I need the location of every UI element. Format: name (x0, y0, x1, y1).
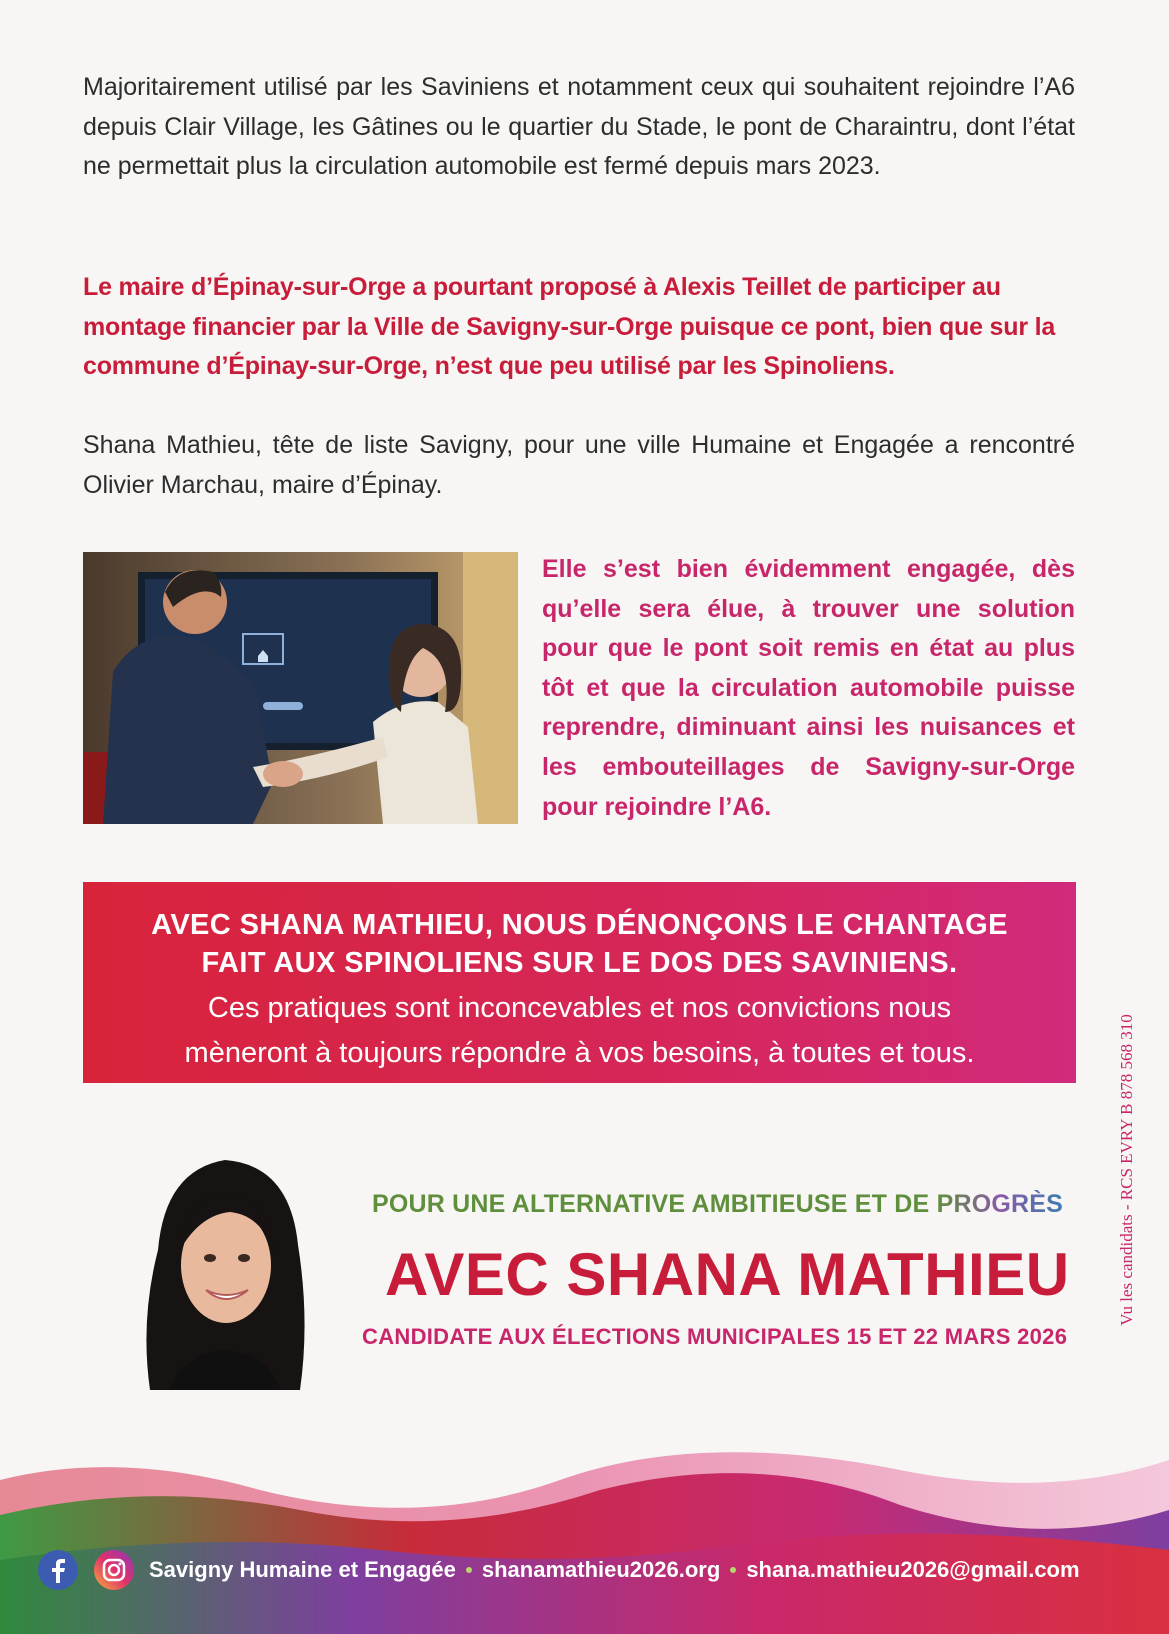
campaign-tagline-end: PROGRÈS (936, 1190, 1064, 1218)
footer-email-link[interactable]: shana.mathieu2026@gmail.com (746, 1557, 1080, 1582)
facebook-icon[interactable] (37, 1549, 79, 1591)
footer-page-name[interactable]: Savigny Humaine et Engagée (149, 1557, 456, 1582)
candidate-portrait (140, 1150, 310, 1390)
footer-website-link[interactable]: shanamathieu2026.org (481, 1557, 721, 1582)
highlight-paragraph: Le maire d’Épinay-sur-Orge a pourtant proposé à Alexis Teillet de participer au montage financier par la Ville de Savigny-sur-Orge puisque ce pont, bien que sur la commune d’Épinay-sur-Orge, n’est que peu utilisé par les Spinoliens. (83, 273, 1056, 380)
intro-paragraph: Majoritairement utilisé par les Saviniens et notamment ceux qui souhaitent rejoindre l’A6 depuis Clair Village, les Gâtines ou le quartier du Stade, le pont de Charaintru, dont l’état ne permettait plus la circulation automobile est fermé depuis mars 2023. (83, 73, 1075, 180)
candidate-portrait-illustration (140, 1150, 310, 1390)
banner-subtext (83, 986, 1076, 1076)
banner-headline-line-2: FAIT AUX SPINOLIENS SUR LE DOS DES SAVINIENS. (201, 947, 958, 979)
denunciation-banner (83, 882, 1076, 1083)
instagram-icon[interactable] (93, 1549, 135, 1591)
banner-subtext-line-2: mèneront à toujours répondre à vos besoins, à toutes et tous. (184, 1037, 975, 1069)
meeting-paragraph: Shana Mathieu, tête de liste Savigny, pour une ville Humaine et Engagée a rencontré Olivier Marchau, maire d’Épinay. (83, 431, 1075, 499)
footer-separator (466, 1567, 472, 1573)
banner-headline (83, 906, 1076, 982)
footer-bar (37, 1546, 1080, 1594)
campaign-tagline (372, 1190, 1063, 1219)
legal-notice (1116, 977, 1138, 1362)
meeting-photo (83, 552, 518, 824)
decorative-waves (0, 1420, 1169, 1634)
banner-headline-line-1: AVEC SHANA MATHIEU, NOUS DÉNONÇONS LE CHANTAGE (151, 909, 1008, 941)
candidate-name: AVEC SHANA MATHIEU (385, 1241, 1070, 1308)
handshake-photo-illustration (83, 552, 518, 824)
legal-notice-text: Vu les candidats - RCS EVRY B 878 568 310 (1117, 1013, 1136, 1326)
banner-subtext-line-1: Ces pratiques sont inconcevables et nos convictions nous (207, 992, 952, 1024)
footer-separator (730, 1567, 736, 1573)
campaign-tagline-main: POUR UNE ALTERNATIVE AMBITIEUSE ET DE (372, 1190, 937, 1218)
election-info: CANDIDATE AUX ÉLECTIONS MUNICIPALES 15 ET 22 MARS 2026 (362, 1324, 1068, 1349)
commitment-paragraph: Elle s’est bien évidemment engagée, dès qu’elle sera élue, à trouver une solution pour que le pont soit remis en état au plus tôt et que la circulation automobile puisse reprendre, diminuant ainsi les nuisances et les embouteillages de Savigny-sur-Orge pour rejoindre l’A6. (542, 555, 1075, 821)
